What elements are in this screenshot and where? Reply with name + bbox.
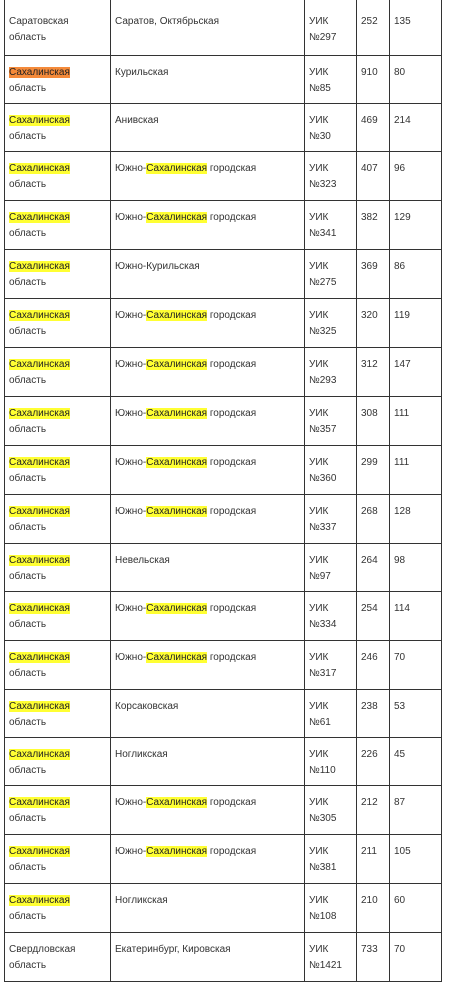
cell-value-2: 45 (390, 737, 442, 785)
area-text: городская (207, 358, 257, 370)
search-highlight: Сахалинская (146, 456, 208, 468)
cell-value-1: 299 (357, 445, 390, 494)
region-text: область (9, 82, 47, 94)
cell-value-1: 238 (357, 689, 390, 737)
cell-value-1: 407 (357, 151, 390, 200)
cell-region (5, 834, 111, 883)
table-row (5, 55, 442, 103)
cell-uik: УИК №305 (305, 785, 357, 834)
cell-district (111, 151, 305, 200)
cell-uik: УИК №334 (305, 591, 357, 640)
area-text: Ногликская (115, 894, 168, 906)
cell-region (5, 543, 111, 591)
cell-uik: УИК №325 (305, 298, 357, 347)
search-highlight: Сахалинская (9, 505, 70, 517)
cell-region (5, 298, 111, 347)
cell-uik: УИК №297 (305, 0, 357, 55)
region-text: область (9, 178, 47, 190)
search-highlight: Сахалинская (146, 845, 208, 857)
area-text: Корсаковская (115, 700, 179, 712)
area-text: Южно- (115, 602, 147, 614)
cell-value-1: 733 (357, 932, 390, 981)
region-text: область (9, 764, 47, 776)
area-text: городская (207, 845, 257, 857)
cell-district (111, 737, 305, 785)
search-highlight: Сахалинская (9, 260, 70, 272)
cell-value-2: 53 (390, 689, 442, 737)
cell-value-1: 910 (357, 55, 390, 103)
search-highlight: Сахалинская (9, 748, 70, 760)
area-text: городская (207, 796, 257, 808)
area-text: Южно- (115, 211, 147, 223)
cell-value-2: 111 (390, 396, 442, 445)
cell-value-2: 111 (390, 445, 442, 494)
cell-district (111, 396, 305, 445)
area-text: городская (207, 407, 257, 419)
cell-region (5, 151, 111, 200)
table-row (5, 737, 442, 785)
area-text: городская (207, 651, 257, 663)
search-highlight: Сахалинская (9, 358, 70, 370)
table-row (5, 543, 442, 591)
table-row (5, 0, 442, 55)
cell-uik: УИК №381 (305, 834, 357, 883)
area-text: Южно- (115, 162, 147, 174)
cell-value-2: 70 (390, 640, 442, 689)
cell-uik: УИК №323 (305, 151, 357, 200)
cell-uik: УИК №293 (305, 347, 357, 396)
search-highlight: Сахалинская (9, 700, 70, 712)
cell-value-1: 210 (357, 883, 390, 932)
region-text: область (9, 861, 47, 873)
cell-district (111, 347, 305, 396)
search-highlight: Сахалинская (9, 162, 70, 174)
table-row (5, 200, 442, 249)
cell-value-1: 268 (357, 494, 390, 543)
search-highlight: Сахалинская (9, 554, 70, 566)
table-row (5, 151, 442, 200)
area-text: Анивская (115, 114, 159, 126)
area-text: городская (207, 309, 257, 321)
cell-value-1: 469 (357, 103, 390, 151)
search-highlight: Сахалинская (146, 162, 208, 174)
area-text: городская (207, 211, 257, 223)
table-row (5, 347, 442, 396)
region-text: область (9, 618, 47, 630)
cell-district (111, 298, 305, 347)
area-text: Ногликская (115, 748, 168, 760)
cell-value-1: 369 (357, 249, 390, 298)
cell-value-1: 320 (357, 298, 390, 347)
cell-value-1: 308 (357, 396, 390, 445)
cell-uik: УИК №341 (305, 200, 357, 249)
table-row (5, 445, 442, 494)
cell-uik: УИК №337 (305, 494, 357, 543)
region-text: область (9, 325, 47, 337)
table-row (5, 298, 442, 347)
region-text: область (9, 521, 47, 533)
cell-value-2: 129 (390, 200, 442, 249)
cell-value-2: 96 (390, 151, 442, 200)
region-text: область (9, 227, 47, 239)
table-row (5, 834, 442, 883)
cell-district (111, 640, 305, 689)
cell-uik: УИК №275 (305, 249, 357, 298)
area-text: Южно-Курильская (115, 260, 200, 272)
search-highlight: Сахалинская (9, 456, 70, 468)
table-row (5, 591, 442, 640)
table-row (5, 640, 442, 689)
search-highlight: Сахалинская (146, 602, 208, 614)
area-text: городская (207, 162, 257, 174)
cell-region (5, 689, 111, 737)
area-text: городская (207, 602, 257, 614)
cell-value-2: 98 (390, 543, 442, 591)
search-highlight: Сахалинская (146, 211, 208, 223)
cell-value-1: 211 (357, 834, 390, 883)
area-text: Саратов, Октябрьская (115, 16, 220, 27)
table-row (5, 932, 442, 981)
region-text: область (9, 570, 47, 582)
cell-value-2: 87 (390, 785, 442, 834)
area-text: Южно- (115, 651, 147, 663)
region-text: область (9, 130, 47, 142)
cell-value-1: 312 (357, 347, 390, 396)
table-row (5, 689, 442, 737)
cell-district (111, 883, 305, 932)
cell-uik: УИК №317 (305, 640, 357, 689)
area-text: городская (207, 456, 257, 468)
region-text: область (9, 374, 47, 386)
area-text: Невельская (115, 554, 170, 566)
search-highlight: Сахалинская (9, 602, 70, 614)
table-body (5, 0, 442, 981)
cell-region (5, 55, 111, 103)
results-table (4, 0, 442, 982)
results-table-container (4, 0, 442, 982)
region-text: область (9, 910, 47, 922)
table-row (5, 883, 442, 932)
cell-value-2: 105 (390, 834, 442, 883)
cell-district (111, 689, 305, 737)
table-row (5, 494, 442, 543)
area-text: городская (207, 505, 257, 517)
cell-district (111, 0, 305, 55)
table-row (5, 785, 442, 834)
cell-region (5, 494, 111, 543)
cell-value-2: 135 (390, 0, 442, 55)
area-text: Южно- (115, 845, 147, 857)
cell-region (5, 103, 111, 151)
cell-region (5, 347, 111, 396)
cell-region (5, 640, 111, 689)
cell-region (5, 200, 111, 249)
area-text: Курильская (115, 66, 169, 78)
cell-district (111, 249, 305, 298)
cell-district (111, 200, 305, 249)
cell-district (111, 834, 305, 883)
search-highlight: Сахалинская (9, 407, 70, 419)
cell-district (111, 55, 305, 103)
cell-district (111, 445, 305, 494)
cell-value-1: 264 (357, 543, 390, 591)
search-highlight: Сахалинская (9, 796, 70, 808)
cell-district (111, 543, 305, 591)
search-highlight: Сахалинская (146, 309, 208, 321)
cell-value-1: 254 (357, 591, 390, 640)
cell-uik: УИК №85 (305, 55, 357, 103)
search-highlight-current: Сахалинская (9, 66, 70, 78)
region-text: область (9, 812, 47, 824)
cell-value-2: 70 (390, 932, 442, 981)
cell-value-1: 252 (357, 0, 390, 55)
cell-district (111, 494, 305, 543)
cell-value-2: 147 (390, 347, 442, 396)
table-row (5, 249, 442, 298)
search-highlight: Сахалинская (9, 309, 70, 321)
area-text: Южно- (115, 407, 147, 419)
area-text: Южно- (115, 358, 147, 370)
cell-value-2: 60 (390, 883, 442, 932)
search-highlight: Сахалинская (146, 505, 208, 517)
cell-value-1: 246 (357, 640, 390, 689)
region-text: область (9, 423, 47, 435)
cell-value-2: 119 (390, 298, 442, 347)
region-text: Саратовская область (9, 16, 69, 43)
area-text: Южно- (115, 505, 147, 517)
cell-uik: УИК №108 (305, 883, 357, 932)
search-highlight: Сахалинская (9, 211, 70, 223)
search-highlight: Сахалинская (146, 796, 208, 808)
cell-district (111, 785, 305, 834)
cell-uik: УИК №30 (305, 103, 357, 151)
cell-value-2: 80 (390, 55, 442, 103)
region-text: Свердловская область (9, 943, 76, 971)
cell-value-1: 226 (357, 737, 390, 785)
cell-region (5, 396, 111, 445)
cell-uik: УИК №110 (305, 737, 357, 785)
search-highlight: Сахалинская (146, 358, 208, 370)
cell-value-1: 212 (357, 785, 390, 834)
cell-uik: УИК №357 (305, 396, 357, 445)
search-highlight: Сахалинская (9, 894, 70, 906)
cell-value-2: 214 (390, 103, 442, 151)
table-row (5, 396, 442, 445)
cell-district (111, 103, 305, 151)
cell-region (5, 883, 111, 932)
cell-region (5, 591, 111, 640)
cell-region (5, 445, 111, 494)
cell-value-2: 86 (390, 249, 442, 298)
cell-uik: УИК №360 (305, 445, 357, 494)
search-highlight: Сахалинская (146, 407, 208, 419)
cell-value-1: 382 (357, 200, 390, 249)
cell-region (5, 785, 111, 834)
cell-district (111, 591, 305, 640)
search-highlight: Сахалинская (146, 651, 208, 663)
search-highlight: Сахалинская (9, 651, 70, 663)
cell-district (111, 932, 305, 981)
area-text: Екатеринбург, Кировская (115, 943, 231, 955)
cell-value-2: 128 (390, 494, 442, 543)
search-highlight: Сахалинская (9, 114, 70, 126)
cell-region (5, 249, 111, 298)
search-highlight: Сахалинская (9, 845, 70, 857)
cell-region (5, 0, 111, 55)
area-text: Южно- (115, 796, 147, 808)
region-text: область (9, 472, 47, 484)
cell-uik: УИК №61 (305, 689, 357, 737)
region-text: область (9, 716, 47, 728)
cell-uik: УИК №97 (305, 543, 357, 591)
region-text: область (9, 667, 47, 679)
table-row (5, 103, 442, 151)
area-text: Южно- (115, 309, 147, 321)
cell-value-2: 114 (390, 591, 442, 640)
area-text: Южно- (115, 456, 147, 468)
cell-region (5, 932, 111, 981)
cell-region (5, 737, 111, 785)
cell-uik: УИК №1421 (305, 932, 357, 981)
region-text: область (9, 276, 47, 288)
